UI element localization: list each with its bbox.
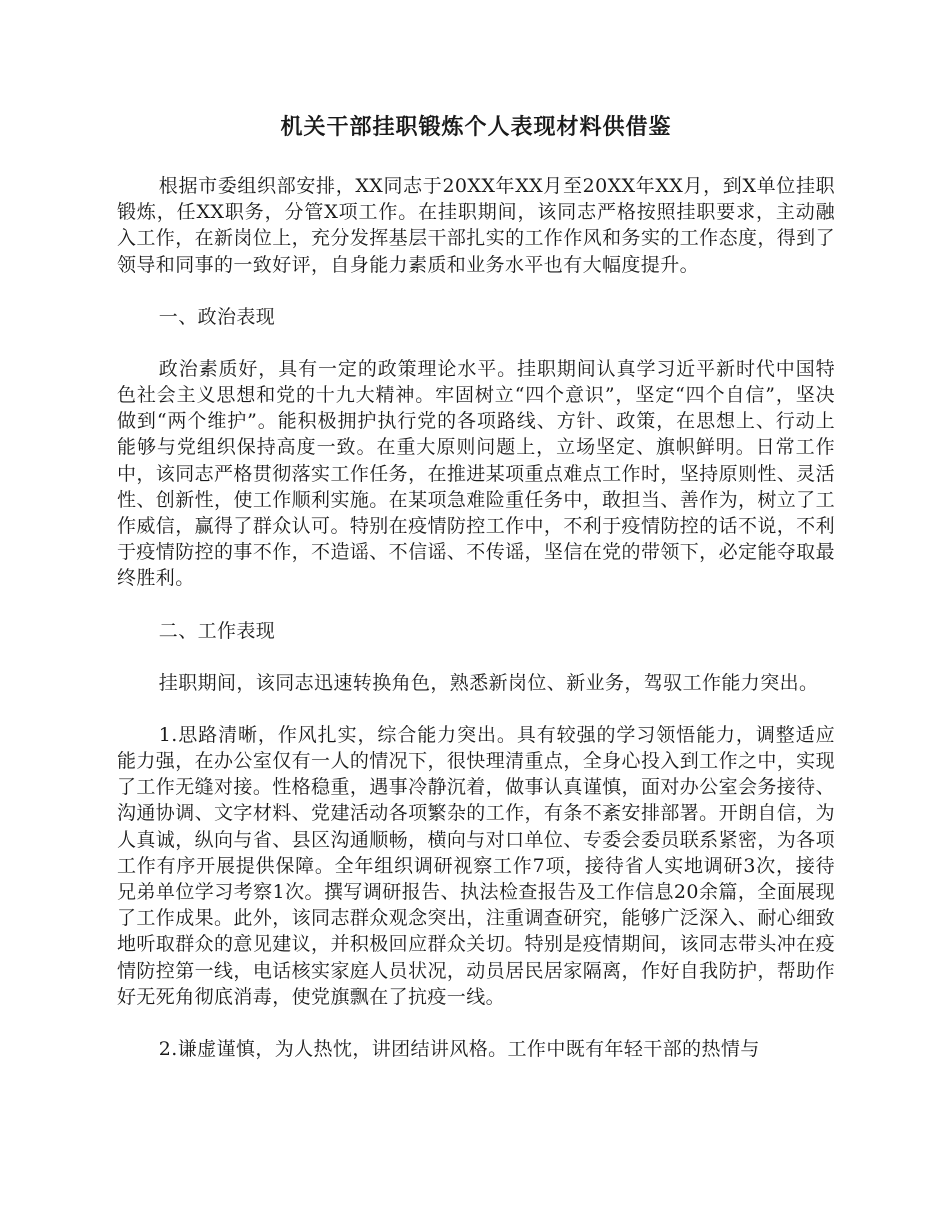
political-paragraph: 政治素质好，具有一定的政策理论水平。挂职期间认真学习近平新时代中国特色社会主义思想和党的十九大精神。牢固树立“四个意识”，坚定“四个自信”，坚决做到“两个维护”。能积极拥护执行党的各项路线、方针、政策，在思想上、行动上能够与党组织保持高度一致。在重大原则问题上，立场坚定、旗帜鲜明。日常工作中，该同志严格贯彻落实工作任务，在推进某项重点难点工作时，坚持原则性、灵活性、创新性，使工作顺利实施。在某项急难险重任务中，敢担当、善作为，树立了工作威信，赢得了群众认可。特别在疫情防控工作中，不利于疫情防控的话不说，不利于疫情防控的事不作，不造谣、不信谣、不传谣，坚信在党的带领下，必定能夺取最终胜利。 <box>117 357 835 590</box>
document-page <box>117 113 835 1088</box>
intro-paragraph: 根据市委组织部安排，XX同志于20XX年XX月至20XX年XX月，到X单位挂职锻炼，任XX职务，分管X项工作。在挂职期间，该同志严格按照挂职要求，主动融入工作，在新岗位上，充分发挥基层干部扎实的工作作风和务实的工作态度，得到了领导和同事的一致好评，自身能力素质和业务水平也有大幅度提升。 <box>117 175 835 276</box>
section-heading-political: 一、政治表现 <box>158 305 276 328</box>
work-point-1-paragraph: 1.思路清晰，作风扎实，综合能力突出。具有较强的学习领悟能力，调整适应能力强，在办公室仅有一人的情况下，很快理清重点，全身心投入到工作之中，实现了工作无缝对接。性格稳重，遇事冷静沉着，做事认真谨慎，面对办公室会务接待、沟通协调、文字材料、党建活动各项繁杂的工作，有条不紊安排部署。开朗自信，为人真诚，纵向与省、县区沟通顺畅，横向与对口单位、专委会委员联系紧密，为各项工作有序开展提供保障。全年组织调研视察工作7项，接待省人实地调研3次，接待兄弟单位学习考察1次。撰写调研报告、执法检查报告及工作信息20余篇，全面展现了工作成果。此外，该同志群众观念突出，注重调查研究，能够广泛深入、耐心细致地听取群众的意见建议，并积极回应群众关切。特别是疫情期间，该同志带头冲在疫情防控第一线，电话核实家庭人员状况，动员居民居家隔离，作好自我防护，帮助作好无死角彻底消毒，使党旗飘在了抗疫一线。 <box>117 723 835 1008</box>
section-heading-work: 二、工作表现 <box>158 619 276 642</box>
work-point-2-paragraph: 2.谦虚谨慎，为人热忱，讲团结讲风格。工作中既有年轻干部的热情与 <box>158 1038 760 1061</box>
work-intro-paragraph: 挂职期间，该同志迅速转换角色，熟悉新岗位、新业务，驾驭工作能力突出。 <box>158 671 819 694</box>
document-title: 机关干部挂职锻炼个人表现材料供借鉴 <box>280 115 672 140</box>
